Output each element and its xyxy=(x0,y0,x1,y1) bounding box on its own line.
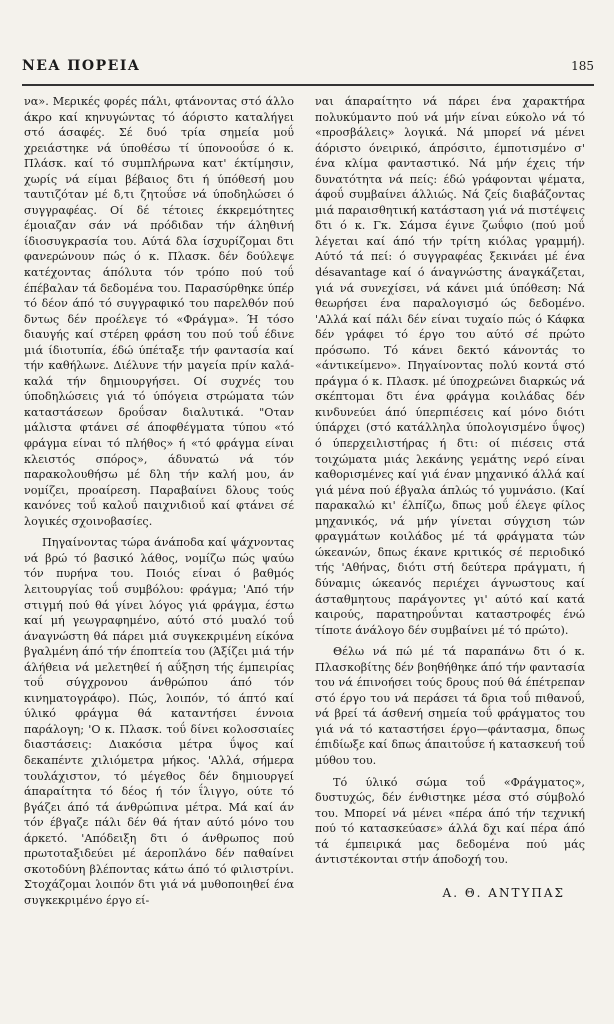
paragraph: Πηγαίνοντας τώρα άνάποδα καί ψάχνοντας νά βρώ τό βασικό λάθος, νομίζω πώς ψαύω τόν πυρήνα του. Ποιός είναι ό βαθμός λειτουργίας τοΰ συμβόλου: φράγμα; 'Από τήν στιγμή πού θά γίνει λόγος γιά φράγμα, έστω καί μή γεωγραφημένο, αύτό στό μυαλό τοΰ άναγνώστη θά πάρει μιά συγκεκριμένη είκόνα βγαλμένη άπό τήν έποπτεία του (Άξίζει μιά τήν άλήθεια νά μελετηθεί ή αΰξηση τής έμπειρίας τοΰ σύγχρονου άνθρώπου άπό τόν κινηματογράφο). Πώς, λοιπόν, τό άπτό καί ύλικό φράγμα θά καταντήσει έννοια παράλογη; 'Ο κ. Πλασκ. τοΰ δίνει κολοσσιαίες διαστάσεις: Διακόσια μέτρα ΰψος καί δεκαπέντε χιλιόμετρα μήκος. 'Αλλά, σήμερα τουλάχιστον, τό μέγεθος δέν δημιουργεί άπαραίτητα τό δέος ή τόν ΐλιγγο, ούτε τό βγάζει άπό τά άνθρώπινα μέτρα. Μά καί άν τόν έβγαζε πάλι δέν θά ήταν αύτό μόνο του άρκετό. 'Απόδειξη δτι ό άνθρωπος πού πρωτοταξιδεύει μέ άεροπλάνο δέν παθαίνει σκοτοδύνη βλέποντας κάτω άπό τό φιλιστρίνι. Στοχάζομαι λοιπόν δτι γιά νά μυθοποιηθεί ένα συγκεκριμένο έργο εί- xyxy=(24,536,294,907)
paragraph: να». Μερικές φορές πάλι, φτάνοντας στό άλλο άκρο καί κηνυγώντας τό άόριστο καταλήγει στό άσαφές. Σέ δυό τρία σημεία μοΰ χρειάστηκε νά ύποθέσω τί ύπονοοΰσε ό κ. Πλάσκ. καί τό συμπλήρωνα κατ' έκτίμησιν, χωρίς νά είμαι βέβαιος δτι ή ύπόθεσή μου ταυτιζόταν μέ δ,τι ζητοΰσε νά ύποδηλώσει ό συγγραφέας. Οί δέ τέτοιες έκκρεμότητες έμοιαζαν σάν νά πρόδιδαν τήν άληθινή ίδιοσυγκρασία του. Αύτά δλα ίσχυρίζομαι δτι φανερώνουν πώς ό κ. Πλασκ. δέν δούλεψε κατέχοντας άπόλυτα τόν τρόπο πού τοΰ έπέβαλαν τά δεδομένα του. Παρασύρθηκε ύπέρ τό δέον άπό τό συγγραφικό του παρελθόν πού δντως δέν προέλεγε τό «Φράγμα». Ή τόσο διαυγής καί στέρεη φράση του πού τοΰ έδινε μιά ίδιοτυπία, έδώ ύπέταξε τήν φαντασία καί τήν καθήλωνε. Διέλυνε τήν μαγεία πρίν καλά-καλά τήν δημιουργήσει. Οί συχνές του ύποδηλώσεις γιά τό ύπόγεια στρώματα τών καταστάσεων δροΰσαν διαλυτικά. "Οταν μάλιστα φτάνει σέ άποφθέγματα τύπου «τό φράγμα είναι τό πλήθος» ή «τό φράγμα είναι κλειστός σπόρος», άδυνατώ νά τόν παρακολουθήσω μέ δλη τήν καλή μου, άν νομίζει, προαίρεση. Παραβαίνει δλους τούς κανόνες τοΰ καλοΰ παιχνιδιοΰ καί φτάνει σέ λογικές σχοινοβασίες. xyxy=(24,95,294,528)
page-header xyxy=(22,58,594,74)
left-column xyxy=(24,94,294,1004)
paragraph: Τό ύλικό σώμα τοΰ «Φράγματος», δυστυχώς, δέν ένθιστηκε μέσα στό σύμβολό του. Μπορεί νά μένει «πέρα άπό τήν τεχνική πού τό κατασκεύασε» άλλά δχι καί πέρα άπό τά έμπειρικά μας δεδομένα πού μάς άντιστέκονται στήν άποδοχή του. xyxy=(315,775,585,867)
right-column xyxy=(315,94,585,1004)
journal-title: ΝΕΑ ΠΟΡΕΙΑ xyxy=(22,58,141,74)
header-rule xyxy=(22,84,594,86)
paragraph: Θέλω νά πώ μέ τά παραπάνω δτι ό κ. Πλασκοβίτης δέν βοηθήθηκε άπό τήν φαντασία του νά έπινοήσει τούς δρους πού θά έπέτρεπαν στό έργο του νά περάσει τά δρια τοΰ πιθανοΰ, νά βρεί τά άσθενή σημεία τοΰ φράγματος του γιά νά τό καταστήσει έργο—φάντασμα, δπως έπιδίωξε καί δπως άπαιτοΰσε ή κατασκευή τοΰ μύθου του. xyxy=(315,645,585,767)
paragraph: ναι άπαραίτητο νά πάρει ένα χαρακτήρα πολυκύμαντο πού νά μήν είναι εύκολο νά τό «προσβάλεις» λογικά. Νά μπορεί νά μένει άόριστο όνειρικό, άπρόσιτο, έμποτισμένο σ' ένα κλίμα φανταστικό. Νά μήν έχεις τήν δυνατότητα νά πείς: έδώ γράφονται ψέματα, άφοΰ συμβαίνει άλλιώς. Νά ζείς διαβάζοντας μιά παραισθητική κατάσταση γιά νά πιστέψεις δτι ό κ. Γκ. Σάμσα έγινε ζωΰφιο (πού μοΰ λέγεται καί άπό τήν τρίτη κιόλας γραμμή). Αύτό τά πεί: ό συγγραφέας ξεκινάει μέ ένα désavantage καί ό άναγνώστης άναγκάζεται, γιά νά συνεχίσει, νά κάνει μιά ύπόθεση: Νά θεωρήσει ένα παραλογισμό ώς δεδομένο. 'Αλλά καί πάλι δέν είναι τυχαίο πώς ό Κάφκα δέν γράφει τό έργο του αύτό σέ πρώτο πρόσωπο. Τό κάνει δεκτό κάνοντάς το «άντικείμενο». Πηγαίνοντας πολύ κοντά στό πράγμα ό κ. Πλασκ. μέ ύποχρεώνει διαρκώς νά σκέπτομαι δτι ένα φράγμα κοιλάδας δέν κινδυνεύει άπό ύπερπιέσεις καί μόνο διότι ύπάρχει (στό κατάλληλα ύπολογισμένο ΰψος) ό ύπερχειλιστήρας ή δτι: οί πιέσεις στά τοιχώματα μιάς λεκάνης γεμάτης νερό είναι καθορισμένες καί γιά έναν μηχανικό άλλά καί γιά μένα πού έβγαλα άπλώς τό γυμνάσιο. (Καί παρακαλώ κι' έλπίζω, δπως μοΰ έλεγε φίλος μηχανικός, νά μήν γίνεται σύγχιση τών φραγμάτων κοιλάδος μέ τά φράγματα τών ώκεανών, δπως έκανε κριτικός σέ περιοδικό τής 'Αθήνας, διότι στή δεύτερα πράγματι, ή δύναμις ώκεανός περιέχει άγνωστους καί άσταθμητους παράγοντες γι' αύτό καί κατά καιρούς, παρατηροΰνται καταστροφές ένώ τίποτε άνάλογο δέν συμβαίνει μέ τό πρώτο). xyxy=(315,95,585,637)
page-number: 185 xyxy=(571,59,594,73)
author-signature: Α. Θ. ΑΝΤΥΠΑΣ xyxy=(442,885,565,900)
